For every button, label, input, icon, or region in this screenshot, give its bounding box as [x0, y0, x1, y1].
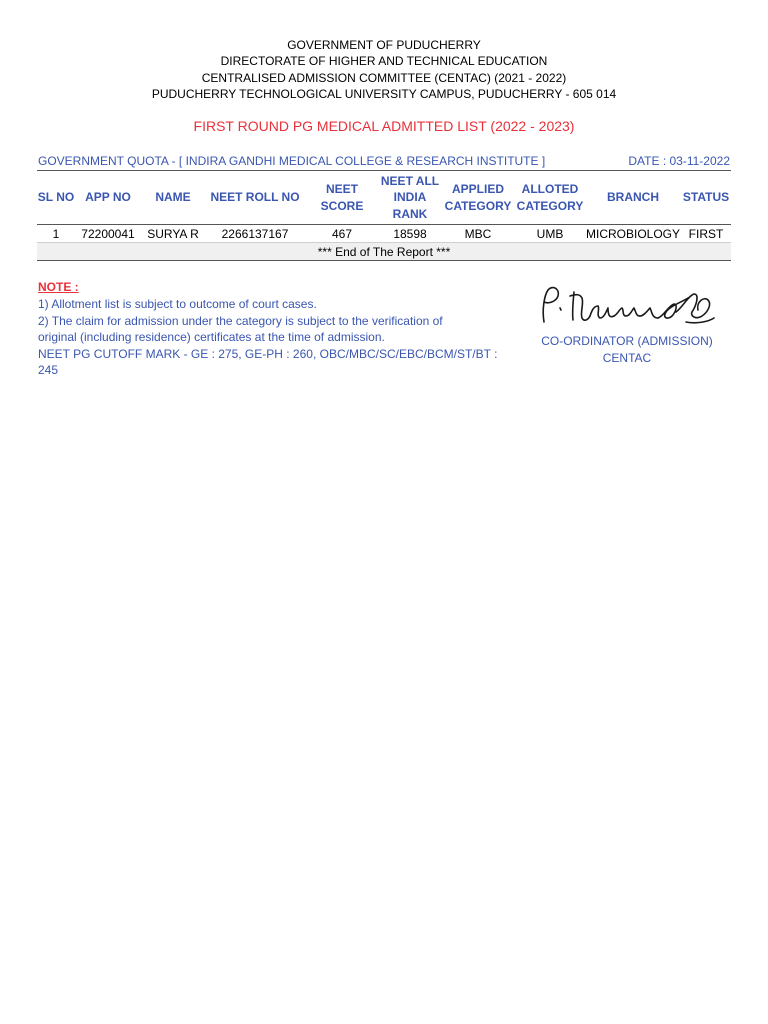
coordinator-org: CENTAC [602, 351, 652, 365]
coordinator-title: CO-ORDINATOR (ADMISSION) [541, 334, 713, 348]
table-header-row [37, 171, 731, 225]
note-line-3a: NEET PG CUTOFF MARK - GE : 275, GE-PH : 260, OBC/MBC/SC/EBC/BCM/ST/BT : [38, 347, 498, 361]
cell-neet-score: 467 [331, 226, 353, 241]
admission-table [37, 170, 731, 261]
table-row [37, 225, 731, 243]
note-line-1: 1) Allotment list is subject to outcome of court cases. [38, 297, 317, 311]
note-line-3b: 245 [38, 363, 59, 377]
cell-branch: MICROBIOLOGY [585, 226, 680, 241]
header-centac: CENTRALISED ADMISSION COMMITTEE (CENTAC) (2021 - 2022) [201, 71, 567, 85]
cell-app-no: 72200041 [81, 226, 135, 241]
coordinator-block [527, 333, 727, 367]
note-heading: NOTE : [38, 280, 79, 294]
page-title: FIRST ROUND PG MEDICAL ADMITTED LIST (2022 - 2023) [193, 118, 575, 134]
header-directorate: DIRECTORATE OF HIGHER AND TECHNICAL EDUCATION [220, 54, 548, 68]
col-name: NAME [141, 171, 205, 225]
note-line-2b: original (including residence) certificates at the time of admission. [38, 330, 385, 344]
col-neet-rank: NEET ALL INDIA RANK [379, 171, 441, 225]
col-sl-no: SL NO [37, 171, 75, 225]
col-alloted-category: ALLOTED CATEGORY [515, 171, 585, 225]
col-neet-roll-no: NEET ROLL NO [205, 171, 305, 225]
cell-alloted-category: UMB [536, 226, 564, 241]
cell-applied-category: MBC [464, 226, 492, 241]
col-applied-category: APPLIED CATEGORY [441, 171, 515, 225]
note-line-2a: 2) The claim for admission under the category is subject to the verification of [38, 314, 443, 328]
signature-image [536, 282, 726, 328]
col-status: STATUS [681, 171, 731, 225]
col-branch: BRANCH [585, 171, 681, 225]
cell-name: SURYA R [147, 226, 199, 241]
header-address: PUDUCHERRY TECHNOLOGICAL UNIVERSITY CAMPUS, PUDUCHERRY - 605 014 [151, 87, 617, 101]
end-of-report-row [37, 243, 731, 261]
cell-neet-roll-no: 2266137167 [221, 226, 289, 241]
quota-label: GOVERNMENT QUOTA - [ INDIRA GANDHI MEDICAL COLLEGE & RESEARCH INSTITUTE ] [38, 154, 546, 168]
col-app-no: APP NO [75, 171, 141, 225]
report-date: DATE : 03-11-2022 [628, 154, 730, 168]
header-govt: GOVERNMENT OF PUDUCHERRY [287, 38, 481, 52]
end-of-report-text: *** End of The Report *** [37, 243, 731, 261]
cell-status: FIRST [688, 226, 724, 241]
cell-sl-no: 1 [52, 226, 60, 241]
col-neet-score: NEET SCORE [305, 171, 379, 225]
cell-neet-rank: 18598 [393, 226, 427, 241]
